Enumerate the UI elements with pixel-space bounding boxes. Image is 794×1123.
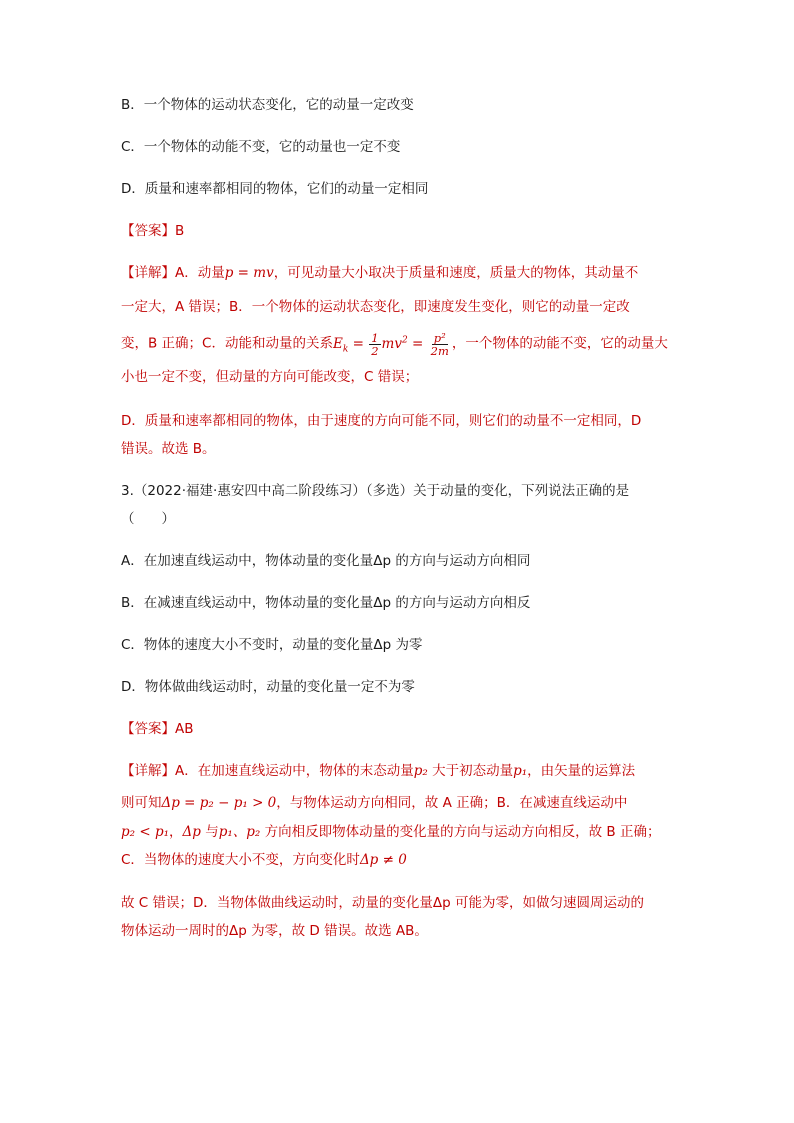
- explain-text: A．在加速直线运动中，物体的末态动量: [175, 763, 414, 779]
- formula-delta-p-nonzero: Δp ≠ 0: [359, 852, 407, 868]
- q3-explain-line-2: [121, 793, 627, 813]
- q3-stem-line-2: （ ）: [121, 511, 175, 527]
- q2-option-d: D．质量和速率都相同的物体，它们的动量一定相同: [121, 181, 429, 197]
- formula-p1-p2: p₁、p₂: [218, 824, 261, 840]
- q3-explain-line-6: 物体运动一周时的Δp 为零，故 D 错误。故选 AB。: [121, 923, 428, 939]
- explain-text: ，与物体运动方向相同，故 A 正确；B．在减速直线运动中: [276, 795, 628, 811]
- q3-option-b: B．在减速直线运动中，物体动量的变化量Δp 的方向与运动方向相反: [121, 595, 531, 611]
- explain-text: 与: [200, 824, 219, 840]
- explain-text: 方向相反即物体动量的变化量的方向与运动方向相反，故 B 正确；: [260, 824, 661, 840]
- q3-explain-line-4: [121, 850, 407, 870]
- explain-text: 变，B 正确；C．动能和动量的关系: [121, 335, 333, 352]
- explain-text: ，: [169, 824, 183, 840]
- explain-text: C．当物体的速度大小不变，方向变化时: [121, 852, 360, 868]
- explain-label: 【详解】: [121, 265, 175, 281]
- answer-value: AB: [175, 721, 194, 737]
- answer-value: B: [175, 223, 185, 239]
- q3-explain-line-1: [121, 761, 635, 781]
- formula-p2: p₂: [413, 763, 428, 779]
- q2-explain-line-2: 一定大，A 错误；B．一个物体的运动状态变化，即速度发生变化，则它的动量一定改: [121, 299, 630, 315]
- q2-explain-line-3: [121, 330, 668, 359]
- q2-explain-line-6: 错误。故选 B。: [121, 441, 216, 457]
- explain-text: ，由矢量的运算法: [527, 763, 636, 779]
- formula-p1: p₁: [513, 763, 528, 779]
- q3-stem-line-1: 3.（2022·福建·惠安四中高二阶段练习）（多选）关于动量的变化，下列说法正确的是: [121, 483, 630, 499]
- explain-text: A．动量: [175, 265, 225, 281]
- q3-explain-line-5: 故 C 错误；D．当物体做曲线运动时，动量的变化量Δp 可能为零，如做匀速圆周运动的: [121, 895, 644, 911]
- q2-answer: [121, 221, 184, 241]
- q2-option-b: B．一个物体的运动状态变化，它的动量一定改变: [121, 97, 414, 113]
- explain-text: ，一个物体的动能不变，它的动量大: [451, 335, 668, 352]
- formula-momentum: p = mv: [224, 265, 274, 281]
- q3-option-d: D．物体做曲线运动时，动量的变化量一定不为零: [121, 679, 415, 695]
- q2-option-c: C．一个物体的动能不变，它的动量也一定不变: [121, 139, 401, 155]
- q3-option-c: C．物体的速度大小不变时，动量的变化量Δp 为零: [121, 637, 423, 653]
- explain-text: ，可见动量大小取决于质量和速度，质量大的物体，其动量不: [273, 265, 639, 281]
- formula-inequality: p₂ < p₁: [121, 824, 170, 840]
- formula-delta-p: Δp = p₂ − p₁ > 0: [161, 795, 277, 811]
- q3-option-a: A．在加速直线运动中，物体动量的变化量Δp 的方向与运动方向相同: [121, 553, 531, 569]
- explain-text: 则可知: [121, 795, 162, 811]
- formula-energy: $E_k$ = $\frac{1}{2}$ $mv^2$ = $\frac{\text{p²}}{2m}$: [332, 330, 449, 358]
- q2-explain-line-4: 小也一定不变，但动量的方向可能改变，C 错误；: [121, 369, 419, 385]
- q2-explain-line-5: D．质量和速率都相同的物体，由于速度的方向可能不同，则它们的动量不一定相同，D: [121, 413, 642, 429]
- answer-label: 【答案】: [121, 223, 175, 239]
- q2-explain-line-1: [121, 263, 638, 283]
- q3-answer: [121, 719, 194, 739]
- formula-delta-p: Δp: [182, 824, 201, 840]
- explain-label: 【详解】: [121, 763, 175, 779]
- answer-label: 【答案】: [121, 721, 175, 737]
- explain-text: 大于初态动量: [427, 763, 514, 779]
- q3-explain-line-3: [121, 822, 660, 842]
